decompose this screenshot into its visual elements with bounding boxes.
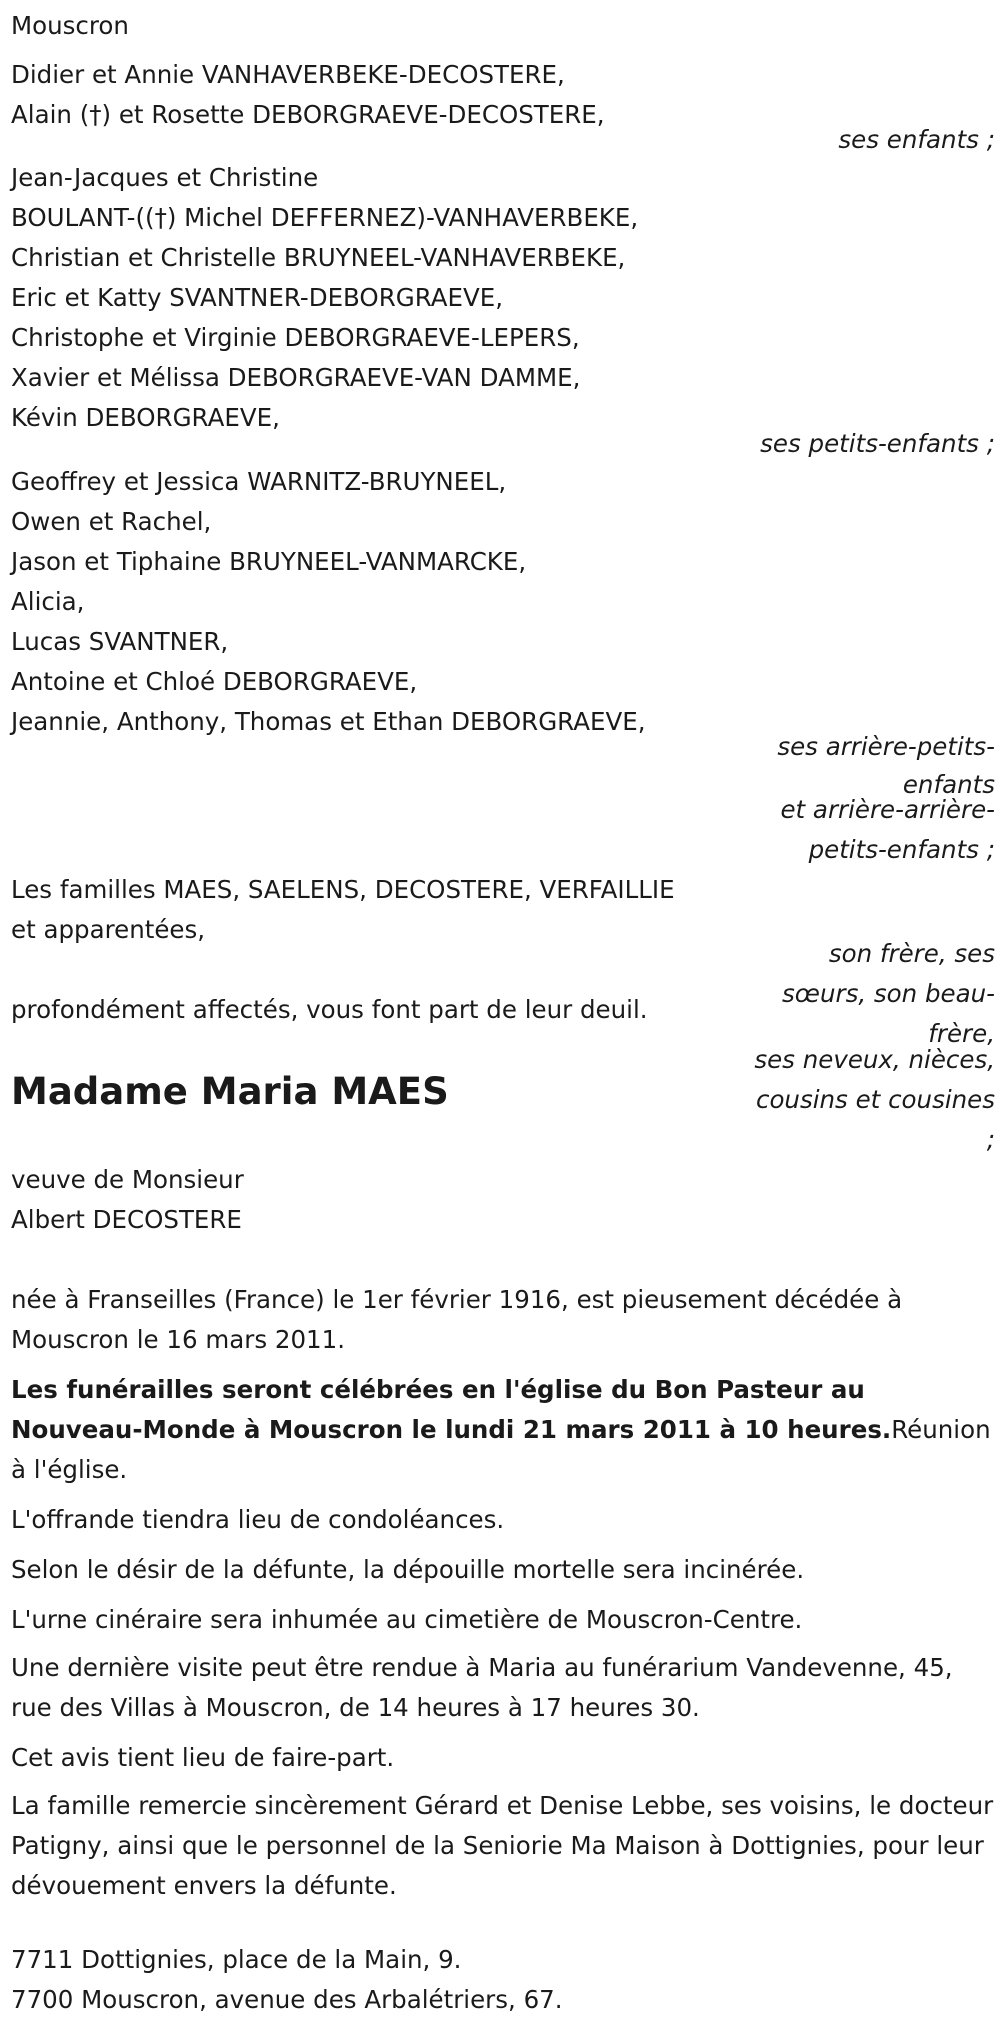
widow-line: Albert DECOSTERE [11, 1205, 242, 1234]
family-line: Lucas SVANTNER, [11, 627, 229, 656]
family-line: Didier et Annie VANHAVERBEKE-DECOSTERE, [11, 60, 565, 89]
city-heading: Mouscron [11, 11, 129, 40]
family-line: Alicia, [11, 587, 85, 616]
funeral-meeting: Réunion à l'église. [11, 1415, 991, 1484]
family-line: Jean-Jacques et Christine [11, 163, 319, 192]
role-siblings: son frère, ses sœurs, son beau-frère, [782, 939, 995, 1048]
family-line: BOULANT-((†) Michel DEFFERNEZ)-VANHAVERBEKE, [11, 203, 639, 232]
family-line: Owen et Rachel, [11, 507, 212, 536]
family-line: Antoine et Chloé DEBORGRAEVE, [11, 667, 418, 696]
cremation-paragraph: Selon le désir de la défunte, la dépouille mortelle sera incinérée. [11, 1555, 805, 1584]
funeral-details: Les funérailles seront célébrées en l'église du Bon Pasteur au Nouveau-Monde à Mouscron le lundi 21 mars 2011 à 10 heures. [11, 1375, 892, 1444]
thanks-paragraph: La famille remercie sincèrement Gérard et Denise Lebbe, ses voisins, le docteur Patigny, ainsi que le personnel de la Seniorie Ma Maison à Dottignies, pour leur dévouement envers la défunte. [11, 1791, 994, 1900]
notice-paragraph: Cet avis tient lieu de faire-part. [11, 1743, 395, 1772]
birth-paragraph: née à Franseilles (France) le 1er février 1916, est pieusement décédée à Mouscron le 16 mars 2011. [11, 1285, 903, 1354]
family-line: Alain (†) et Rosette DEBORGRAEVE-DECOSTERE, [11, 100, 605, 129]
role-nephews-cousins: ses neveux, nièces, cousins et cousines ; [754, 1045, 995, 1154]
widow-line: veuve de Monsieur [11, 1165, 244, 1194]
family-line: Eric et Katty SVANTNER-DEBORGRAEVE, [11, 283, 504, 312]
visit-paragraph: Une dernière visite peut être rendue à Maria au funérarium Vandevenne, 45, rue des Villas à Mouscron, de 14 heures à 17 heures 30. [11, 1653, 953, 1722]
announcement-text: profondément affectés, vous font part de leur deuil. [11, 995, 648, 1024]
family-line: Christophe et Virginie DEBORGRAEVE-LEPERS, [11, 323, 580, 352]
funeral-paragraph [11, 1370, 991, 1490]
role-children: ses enfants ; [838, 125, 995, 154]
family-line: Jason et Tiphaine BRUYNEEL-VANMARCKE, [11, 547, 527, 576]
urn-paragraph: L'urne cinéraire sera inhumée au cimetière de Mouscron-Centre. [11, 1605, 803, 1634]
offering-paragraph: L'offrande tiendra lieu de condoléances. [11, 1505, 505, 1534]
role-great-great-grandchildren: et arrière-arrière-petits-enfants ; [780, 795, 995, 864]
family-line: Les familles MAES, SAELENS, DECOSTERE, VERFAILLIE [11, 875, 675, 904]
family-line: et apparentées, [11, 915, 206, 944]
role-great-grandchildren: ses arrière-petits-enfants [777, 732, 995, 799]
role-grandchildren: ses petits-enfants ; [760, 429, 995, 458]
family-line: Geoffrey et Jessica WARNITZ-BRUYNEEL, [11, 467, 507, 496]
family-line: Xavier et Mélissa DEBORGRAEVE-VAN DAMME, [11, 363, 581, 392]
address-line: 7700 Mouscron, avenue des Arbalétriers, 67. [11, 1985, 563, 2014]
family-line: Kévin DEBORGRAEVE, [11, 403, 280, 432]
family-line: Jeannie, Anthony, Thomas et Ethan DEBORGRAEVE, [11, 707, 646, 736]
family-line: Christian et Christelle BRUYNEEL-VANHAVERBEKE, [11, 243, 626, 272]
deceased-name: Madame Maria MAES [11, 1070, 449, 1113]
address-line: 7711 Dottignies, place de la Main, 9. [11, 1945, 462, 1974]
